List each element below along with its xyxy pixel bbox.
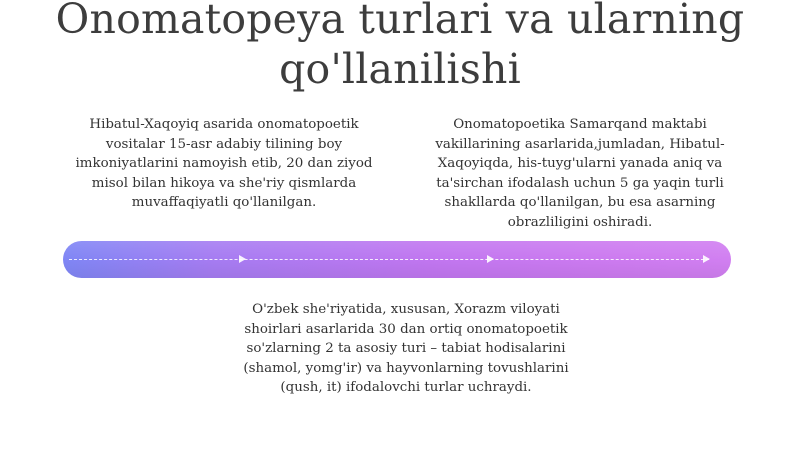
slide-title-line-1: Onomatopeya turlari va ularning — [55, 0, 745, 43]
right-paragraph: Onomatopoetika Samarqand maktabi vakillarining asarlarida,jumladan, Hibatul-Xaqoyiqda, his-tuyg'ularni yanada aniq va ta'sirchan ifodalash uchun 5 ga yaqin turli shakllarda qo'llanilgan, bu esa asarning obrazliligini oshiradi. — [435, 117, 725, 230]
arrow-right-icon — [487, 255, 494, 263]
bottom-paragraph: O'zbek she'riyatida, xususan, Xorazm viloyati shoirlari asarlarida 30 dan ortiq onomatopoetik so'zlarning 2 ta asosiy turi – tabiat hodisalarini (shamol, yomg'ir) va hayvonlarning tovushlarini (qush, it) ifodalovchi turlar uchraydi. — [243, 302, 569, 396]
slide-title — [0, 0, 800, 94]
arrow-right-icon — [703, 255, 710, 263]
slide-title-line-2: qo'llanilishi — [279, 45, 521, 93]
timeline-bar — [63, 241, 731, 278]
arrow-right-icon — [239, 255, 246, 263]
left-paragraph: Hibatul-Xaqoyiq asarida onomatopoetik vositalar 15-asr adabiy tilining boy imkoniyatlarini namoyish etib, 20 dan ziyod misol bilan hikoya va she'riy qismlarda muvaffaqiyatli qo'llanilgan. — [75, 117, 373, 211]
timeline-dashed-line — [69, 259, 709, 260]
